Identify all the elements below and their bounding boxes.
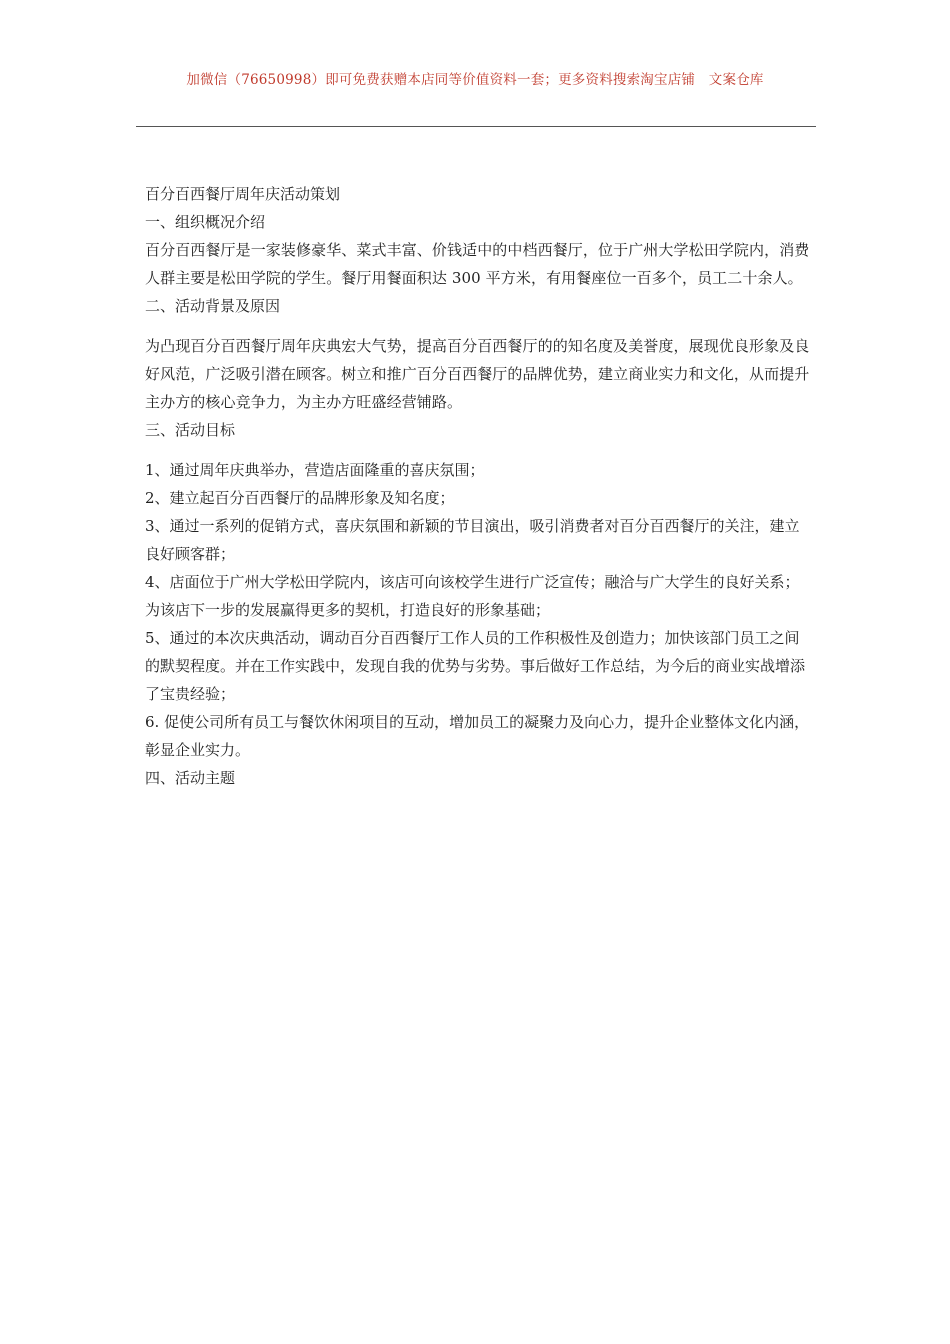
document-body — [145, 180, 813, 792]
goal-item: 4、店面位于广州大学松田学院内，该店可向该校学生进行广泛宣传；融洽与广大学生的良好关系；为该店下一步的发展赢得更多的契机，打造良好的形象基础； — [145, 573, 800, 619]
section-heading-theme: 四、活动主题 — [145, 769, 236, 787]
goal-item: 6. 促使公司所有员工与餐饮休闲项目的互动，增加员工的凝聚力及向心力，提升企业整体文化内涵，彰显企业实力。 — [145, 713, 810, 759]
background-paragraph: 为凸现百分百西餐厅周年庆典宏大气势，提高百分百西餐厅的的知名度及美誉度，展现优良形象及良好风范，广泛吸引潜在顾客。树立和推广百分百西餐厅的品牌优势，建立商业实力和文化，从而提升主办方的核心竞争力，为主办方旺盛经营铺路。 — [145, 337, 810, 411]
section-heading-overview: 一、组织概况介绍 — [145, 213, 266, 231]
section-heading-background: 二、活动背景及原因 — [145, 297, 281, 315]
goal-item: 1、通过周年庆典举办，营造店面隆重的喜庆氛围； — [145, 461, 485, 479]
document-title: 百分百西餐厅周年庆活动策划 — [145, 185, 341, 203]
overview-paragraph: 百分百西餐厅是一家装修豪华、菜式丰富、价钱适中的中档西餐厅，位于广州大学松田学院内，消费人群主要是松田学院的学生。餐厅用餐面积达 300 平方米，有用餐座位一百多个，员工二十余人。 — [145, 241, 810, 287]
goal-item: 5、通过的本次庆典活动，调动百分百西餐厅工作人员的工作积极性及创造力；加快该部门员工之间的默契程度。并在工作实践中，发现自我的优势与劣势。事后做好工作总结，为今后的商业实战增添了宝贵经验； — [145, 629, 806, 703]
section-heading-goals: 三、活动目标 — [145, 421, 236, 439]
goal-item: 2、建立起百分百西餐厅的品牌形象及知名度； — [145, 489, 455, 507]
header-divider — [136, 126, 816, 127]
goal-item: 3、通过一系列的促销方式，喜庆氛围和新颖的节目演出，吸引消费者对百分百西餐厅的关注，建立良好顾客群； — [145, 517, 800, 563]
header-promo-note: 加微信（76650998）即可免费获赠本店同等价值资料一套；更多资料搜索淘宝店铺 文案仓库 — [186, 72, 764, 88]
